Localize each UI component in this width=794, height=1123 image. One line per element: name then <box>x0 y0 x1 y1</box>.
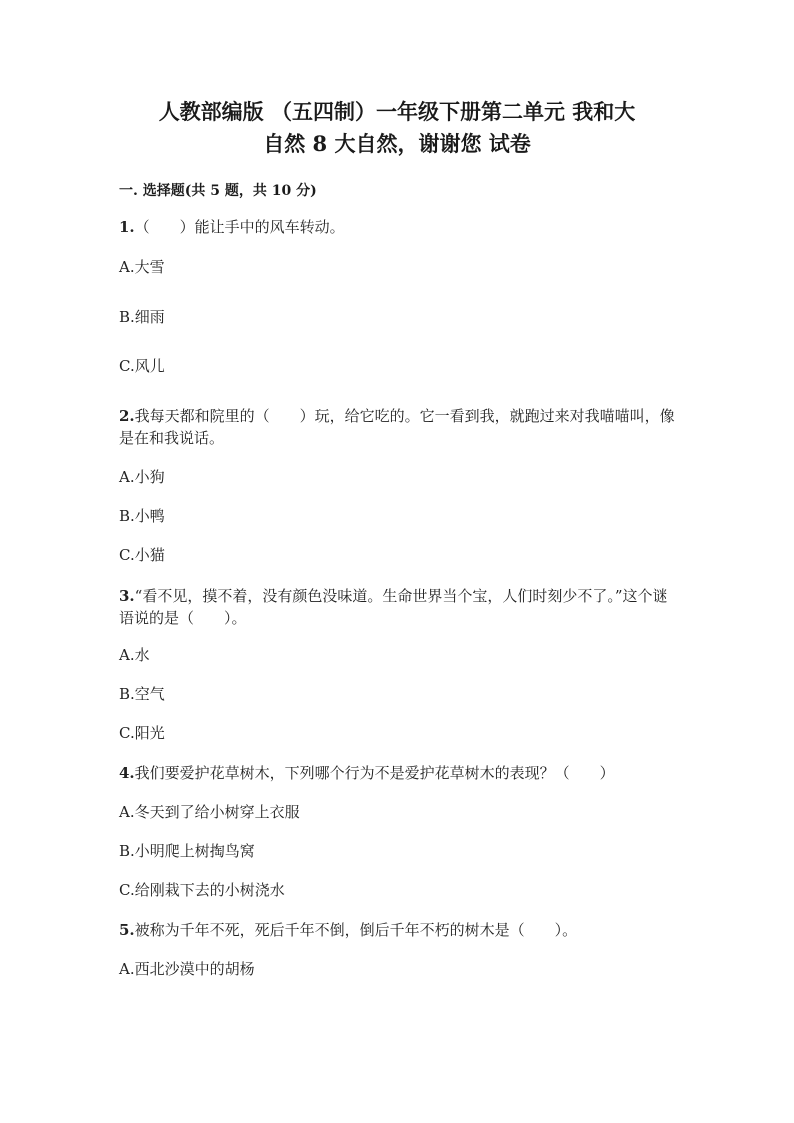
question-1 <box>119 216 679 238</box>
option-1a: A.大雪 <box>119 258 165 276</box>
option-1c: C.风儿 <box>119 357 165 375</box>
option-4a: A.冬天到了给小树穿上衣服 <box>119 803 300 821</box>
question-text: 我每天都和院里的（ ）玩，给它吃的。它一看到我，就跑过来对我喵喵叫，像是在和我说话。 <box>119 407 675 447</box>
question-text: 被称为千年不死，死后千年不倒，倒后千年不朽的树木是（ ）。 <box>134 921 578 939</box>
option-5a: A.西北沙漠中的胡杨 <box>119 960 255 978</box>
question-number: 1. <box>119 218 135 236</box>
question-text: （ ）能让手中的风车转动。 <box>134 218 345 236</box>
option-2b: B.小鸭 <box>119 507 165 525</box>
option-3c: C.阳光 <box>119 724 165 742</box>
page-title-line-1: 人教部编版 （五四制）一年级下册第二单元 我和大 <box>158 99 636 124</box>
question-2 <box>119 405 679 449</box>
option-3b: B.空气 <box>119 685 165 703</box>
question-number: 3. <box>119 587 135 605</box>
section-heading: 一. 选择题(共 5 题，共 10 分) <box>119 183 317 199</box>
option-4c: C.给刚栽下去的小树浇水 <box>119 881 285 899</box>
question-5 <box>119 919 679 941</box>
question-3 <box>119 585 679 629</box>
option-3a: A.水 <box>119 646 150 664</box>
question-number: 2. <box>119 407 135 425</box>
option-2a: A.小狗 <box>119 468 165 486</box>
question-number: 5. <box>119 921 135 939</box>
question-number: 4. <box>119 764 135 782</box>
option-1b: B.细雨 <box>119 308 165 326</box>
question-text: 我们要爱护花草树木，下列哪个行为不是爱护花草树木的表现？（ ） <box>134 764 615 782</box>
option-2c: C.小猫 <box>119 546 165 564</box>
question-text: “看不见，摸不着，没有颜色没味道。生命世界当个宝，人们时刻少不了。”这个谜语说的是（ ）。 <box>119 587 668 627</box>
page-title-line-2: 自然 8 大自然，谢谢您 试卷 <box>263 131 531 156</box>
option-4b: B.小明爬上树掏鸟窝 <box>119 842 255 860</box>
question-4 <box>119 762 679 784</box>
